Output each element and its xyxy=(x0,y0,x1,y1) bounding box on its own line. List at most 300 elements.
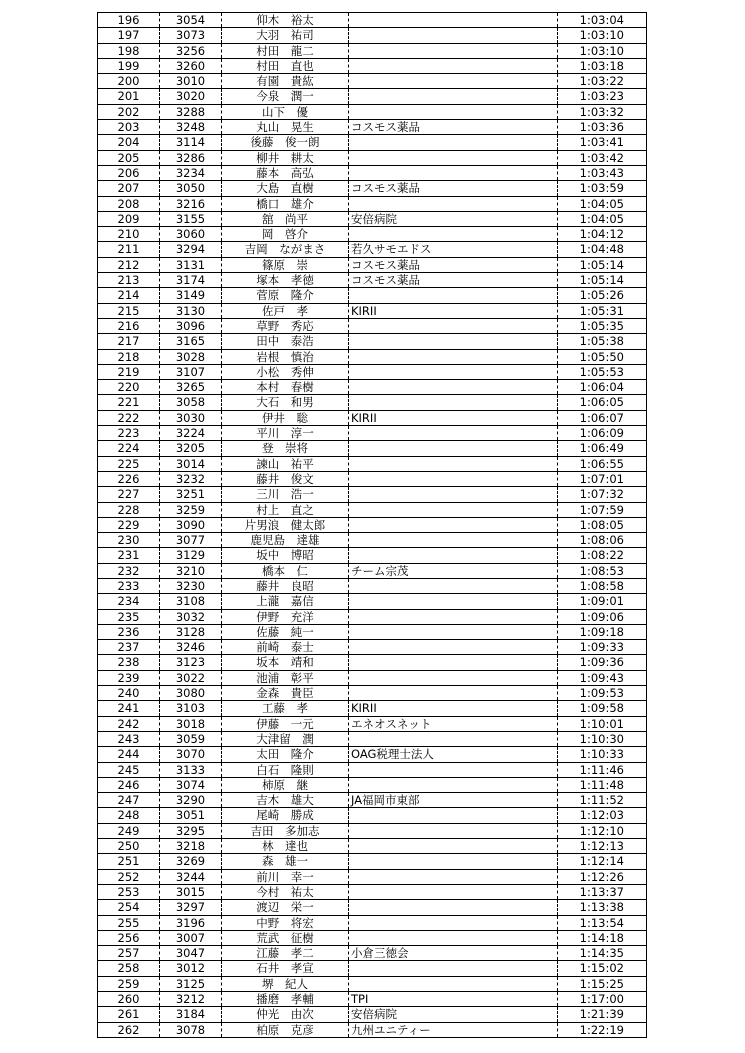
time-cell: 1:05:53 xyxy=(579,364,624,379)
rank-cell: 248 xyxy=(98,808,160,822)
rank-cell: 202 xyxy=(98,105,160,119)
bib-cell: 3205 xyxy=(160,441,222,455)
table-row xyxy=(98,807,646,822)
time-cell: 1:08:05 xyxy=(579,517,624,532)
name-cell: 橋口 雄介 xyxy=(222,197,349,211)
table-row xyxy=(98,838,646,853)
team-cell xyxy=(349,89,558,103)
time-cell: 1:04:05 xyxy=(579,211,624,226)
bib-cell: 3070 xyxy=(160,747,222,761)
name-cell: 伊野 充洋 xyxy=(222,610,349,624)
team-cell xyxy=(349,671,558,685)
name-cell: 前川 幸一 xyxy=(222,870,349,884)
table-row xyxy=(98,272,646,287)
time-cell: 1:21:39 xyxy=(579,1007,624,1022)
table-row xyxy=(98,517,646,532)
rank-cell: 208 xyxy=(98,197,160,211)
table-row xyxy=(98,88,646,103)
rank-cell: 260 xyxy=(98,992,160,1006)
time-cell: 1:03:41 xyxy=(579,135,624,150)
team-cell: 九州ユニティー xyxy=(349,1023,558,1037)
team-cell xyxy=(349,457,558,471)
bib-cell: 3260 xyxy=(160,59,222,73)
rank-cell: 211 xyxy=(98,242,160,256)
team-cell: 安倍病院 xyxy=(349,1007,558,1021)
table-row xyxy=(98,12,646,27)
team-cell: 小倉三徳会 xyxy=(349,946,558,960)
name-cell: 坂中 博昭 xyxy=(222,548,349,562)
bib-cell: 3297 xyxy=(160,900,222,914)
time-cell: 1:08:22 xyxy=(579,548,624,563)
name-cell: 諫山 祐平 xyxy=(222,457,349,471)
bib-cell: 3218 xyxy=(160,839,222,853)
rank-cell: 243 xyxy=(98,732,160,746)
team-cell xyxy=(349,334,558,348)
rank-cell: 197 xyxy=(98,28,160,42)
team-cell xyxy=(349,655,558,669)
team-cell xyxy=(349,839,558,853)
time-cell: 1:04:48 xyxy=(579,242,624,257)
time-cell: 1:12:13 xyxy=(579,839,624,854)
time-cell: 1:03:10 xyxy=(579,43,624,58)
team-cell xyxy=(349,900,558,914)
table-row xyxy=(98,899,646,914)
rank-cell: 239 xyxy=(98,671,160,685)
rank-cell: 259 xyxy=(98,977,160,991)
table-row xyxy=(98,700,646,715)
table-row xyxy=(98,593,646,608)
team-cell xyxy=(349,151,558,165)
time-cell: 1:05:14 xyxy=(579,273,624,288)
team-cell xyxy=(349,197,558,211)
time-cell: 1:11:48 xyxy=(579,777,624,792)
bib-cell: 3030 xyxy=(160,411,222,425)
name-cell: 村田 龍二 xyxy=(222,44,349,58)
time-cell: 1:11:52 xyxy=(579,793,624,808)
bib-cell: 3128 xyxy=(160,625,222,639)
rank-cell: 255 xyxy=(98,916,160,930)
team-cell xyxy=(349,166,558,180)
rank-cell: 203 xyxy=(98,120,160,134)
bib-cell: 3290 xyxy=(160,793,222,807)
name-cell: 佐藤 純一 xyxy=(222,625,349,639)
time-cell: 1:03:23 xyxy=(579,89,624,104)
time-cell: 1:03:18 xyxy=(579,58,624,73)
table-row xyxy=(98,287,646,302)
bib-cell: 3050 xyxy=(160,181,222,195)
time-cell: 1:10:33 xyxy=(579,747,624,762)
time-cell: 1:03:43 xyxy=(579,165,624,180)
time-cell: 1:03:59 xyxy=(579,181,624,196)
name-cell: 坂本 靖和 xyxy=(222,655,349,669)
team-cell: TPI xyxy=(349,992,558,1006)
bib-cell: 3123 xyxy=(160,655,222,669)
results-table xyxy=(97,12,647,1038)
bib-cell: 3103 xyxy=(160,701,222,715)
rank-cell: 219 xyxy=(98,365,160,379)
table-row xyxy=(98,486,646,501)
team-cell xyxy=(349,977,558,991)
name-cell: 林 達也 xyxy=(222,839,349,853)
rank-cell: 229 xyxy=(98,518,160,532)
bib-cell: 3058 xyxy=(160,395,222,409)
rank-cell: 240 xyxy=(98,686,160,700)
rank-cell: 225 xyxy=(98,457,160,471)
bib-cell: 3018 xyxy=(160,717,222,731)
team-cell xyxy=(349,365,558,379)
time-cell: 1:03:32 xyxy=(579,104,624,119)
table-row xyxy=(98,303,646,318)
name-cell: 伊井 聡 xyxy=(222,411,349,425)
time-cell: 1:13:37 xyxy=(579,884,624,899)
table-row xyxy=(98,379,646,394)
time-cell: 1:07:32 xyxy=(579,487,624,502)
team-cell xyxy=(349,594,558,608)
rank-cell: 234 xyxy=(98,594,160,608)
table-row xyxy=(98,563,646,578)
name-cell: 鹿児島 達雄 xyxy=(222,533,349,547)
time-cell: 1:12:26 xyxy=(579,869,624,884)
team-cell: 若久サモエドス xyxy=(349,242,558,256)
team-cell xyxy=(349,395,558,409)
table-row xyxy=(98,869,646,884)
time-cell: 1:04:12 xyxy=(579,227,624,242)
time-cell: 1:08:58 xyxy=(579,578,624,593)
team-cell xyxy=(349,579,558,593)
name-cell: 白石 隆則 xyxy=(222,763,349,777)
team-cell xyxy=(349,824,558,838)
table-row xyxy=(98,226,646,241)
table-row xyxy=(98,1022,646,1037)
rank-cell: 245 xyxy=(98,763,160,777)
name-cell: 大津留 潤 xyxy=(222,732,349,746)
rank-cell: 254 xyxy=(98,900,160,914)
name-cell: 田中 泰浩 xyxy=(222,334,349,348)
name-cell: 大島 直樹 xyxy=(222,181,349,195)
name-cell: 片男浪 健太郎 xyxy=(222,518,349,532)
rank-cell: 199 xyxy=(98,59,160,73)
rank-cell: 237 xyxy=(98,640,160,654)
time-cell: 1:06:49 xyxy=(579,441,624,456)
bib-cell: 3014 xyxy=(160,457,222,471)
rank-cell: 231 xyxy=(98,548,160,562)
name-cell: 藤井 俊文 xyxy=(222,472,349,486)
table-row xyxy=(98,624,646,639)
table-row xyxy=(98,211,646,226)
rank-cell: 204 xyxy=(98,135,160,149)
name-cell: 有園 貴紘 xyxy=(222,74,349,88)
table-row xyxy=(98,930,646,945)
name-cell: 登 崇将 xyxy=(222,441,349,455)
bib-cell: 3028 xyxy=(160,350,222,364)
rank-cell: 226 xyxy=(98,472,160,486)
rank-cell: 230 xyxy=(98,533,160,547)
table-row xyxy=(98,853,646,868)
time-cell: 1:12:03 xyxy=(579,808,624,823)
team-cell: コスモス薬品 xyxy=(349,258,558,272)
name-cell: 吉田 多加志 xyxy=(222,824,349,838)
team-cell xyxy=(349,426,558,440)
bib-cell: 3288 xyxy=(160,105,222,119)
bib-cell: 3234 xyxy=(160,166,222,180)
time-cell: 1:22:19 xyxy=(579,1022,624,1037)
name-cell: 平川 淳一 xyxy=(222,426,349,440)
name-cell: 三川 浩一 xyxy=(222,487,349,501)
name-cell: 菅原 隆介 xyxy=(222,288,349,302)
name-cell: 荒武 征樹 xyxy=(222,931,349,945)
rank-cell: 214 xyxy=(98,288,160,302)
name-cell: 岩根 慎治 xyxy=(222,350,349,364)
team-cell: チーム宗茂 xyxy=(349,564,558,578)
table-row xyxy=(98,792,646,807)
team-cell xyxy=(349,44,558,58)
bib-cell: 3108 xyxy=(160,594,222,608)
name-cell: 江藤 孝二 xyxy=(222,946,349,960)
bib-cell: 3149 xyxy=(160,288,222,302)
bib-cell: 3244 xyxy=(160,870,222,884)
rank-cell: 221 xyxy=(98,395,160,409)
bib-cell: 3074 xyxy=(160,778,222,792)
team-cell xyxy=(349,808,558,822)
bib-cell: 3294 xyxy=(160,242,222,256)
table-row xyxy=(98,134,646,149)
team-cell xyxy=(349,13,558,27)
bib-cell: 3216 xyxy=(160,197,222,211)
bib-cell: 3295 xyxy=(160,824,222,838)
team-cell xyxy=(349,854,558,868)
table-row xyxy=(98,547,646,562)
name-cell: 大石 和男 xyxy=(222,395,349,409)
rank-cell: 236 xyxy=(98,625,160,639)
time-cell: 1:09:18 xyxy=(579,624,624,639)
team-cell xyxy=(349,105,558,119)
bib-cell: 3096 xyxy=(160,319,222,333)
team-cell xyxy=(349,227,558,241)
table-row xyxy=(98,884,646,899)
table-row xyxy=(98,502,646,517)
rank-cell: 209 xyxy=(98,212,160,226)
table-row xyxy=(98,104,646,119)
rank-cell: 217 xyxy=(98,334,160,348)
time-cell: 1:03:36 xyxy=(579,120,624,135)
time-cell: 1:13:54 xyxy=(579,915,624,930)
table-row xyxy=(98,364,646,379)
table-row xyxy=(98,777,646,792)
team-cell: KIRII xyxy=(349,304,558,318)
table-row xyxy=(98,731,646,746)
bib-cell: 3286 xyxy=(160,151,222,165)
rank-cell: 238 xyxy=(98,655,160,669)
name-cell: 橋本 仁 xyxy=(222,564,349,578)
table-row xyxy=(98,456,646,471)
name-cell: 舘 尚平 xyxy=(222,212,349,226)
rank-cell: 201 xyxy=(98,89,160,103)
team-cell xyxy=(349,472,558,486)
name-cell: 池浦 彰平 xyxy=(222,671,349,685)
time-cell: 1:05:50 xyxy=(579,349,624,364)
bib-cell: 3054 xyxy=(160,13,222,27)
bib-cell: 3060 xyxy=(160,227,222,241)
table-row xyxy=(98,394,646,409)
rank-cell: 253 xyxy=(98,885,160,899)
name-cell: 中野 将宏 xyxy=(222,916,349,930)
rank-cell: 261 xyxy=(98,1007,160,1021)
table-row xyxy=(98,685,646,700)
time-cell: 1:05:38 xyxy=(579,334,624,349)
rank-cell: 215 xyxy=(98,304,160,318)
rank-cell: 252 xyxy=(98,870,160,884)
table-row xyxy=(98,960,646,975)
team-cell xyxy=(349,916,558,930)
name-cell: 村田 直也 xyxy=(222,59,349,73)
team-cell xyxy=(349,732,558,746)
table-row xyxy=(98,578,646,593)
table-row xyxy=(98,609,646,624)
rank-cell: 227 xyxy=(98,487,160,501)
time-cell: 1:04:05 xyxy=(579,196,624,211)
table-row xyxy=(98,991,646,1006)
team-cell: コスモス薬品 xyxy=(349,120,558,134)
rank-cell: 200 xyxy=(98,74,160,88)
team-cell xyxy=(349,548,558,562)
name-cell: 仰木 裕太 xyxy=(222,13,349,27)
time-cell: 1:10:30 xyxy=(579,731,624,746)
table-row xyxy=(98,823,646,838)
name-cell: 柏原 克彦 xyxy=(222,1023,349,1037)
rank-cell: 232 xyxy=(98,564,160,578)
name-cell: 森 雄一 xyxy=(222,854,349,868)
bib-cell: 3265 xyxy=(160,380,222,394)
name-cell: 小松 秀伸 xyxy=(222,365,349,379)
table-row xyxy=(98,241,646,256)
time-cell: 1:06:09 xyxy=(579,426,624,441)
bib-cell: 3165 xyxy=(160,334,222,348)
time-cell: 1:07:59 xyxy=(579,502,624,517)
bib-cell: 3251 xyxy=(160,487,222,501)
team-cell xyxy=(349,503,558,517)
rank-cell: 207 xyxy=(98,181,160,195)
rank-cell: 213 xyxy=(98,273,160,287)
bib-cell: 3022 xyxy=(160,671,222,685)
table-row xyxy=(98,58,646,73)
table-row xyxy=(98,43,646,58)
name-cell: 金森 貴臣 xyxy=(222,686,349,700)
table-row xyxy=(98,165,646,180)
name-cell: 前崎 泰士 xyxy=(222,640,349,654)
bib-cell: 3196 xyxy=(160,916,222,930)
time-cell: 1:07:01 xyxy=(579,471,624,486)
team-cell xyxy=(349,288,558,302)
bib-cell: 3133 xyxy=(160,763,222,777)
team-cell xyxy=(349,380,558,394)
bib-cell: 3047 xyxy=(160,946,222,960)
time-cell: 1:09:06 xyxy=(579,609,624,624)
rank-cell: 235 xyxy=(98,610,160,624)
team-cell xyxy=(349,59,558,73)
rank-cell: 247 xyxy=(98,793,160,807)
time-cell: 1:09:58 xyxy=(579,701,624,716)
name-cell: 上瀧 嘉信 xyxy=(222,594,349,608)
time-cell: 1:15:25 xyxy=(579,976,624,991)
bib-cell: 3010 xyxy=(160,74,222,88)
bib-cell: 3020 xyxy=(160,89,222,103)
name-cell: 工藤 孝 xyxy=(222,701,349,715)
table-row xyxy=(98,150,646,165)
rank-cell: 222 xyxy=(98,411,160,425)
name-cell: 仲光 由次 xyxy=(222,1007,349,1021)
bib-cell: 3224 xyxy=(160,426,222,440)
bib-cell: 3012 xyxy=(160,961,222,975)
bib-cell: 3077 xyxy=(160,533,222,547)
rank-cell: 205 xyxy=(98,151,160,165)
bib-cell: 3007 xyxy=(160,931,222,945)
bib-cell: 3230 xyxy=(160,579,222,593)
time-cell: 1:05:31 xyxy=(579,303,624,318)
time-cell: 1:06:05 xyxy=(579,395,624,410)
table-row xyxy=(98,318,646,333)
bib-cell: 3155 xyxy=(160,212,222,226)
table-row xyxy=(98,762,646,777)
name-cell: 播磨 孝輔 xyxy=(222,992,349,1006)
name-cell: 吉木 雄大 xyxy=(222,793,349,807)
rank-cell: 249 xyxy=(98,824,160,838)
bib-cell: 3256 xyxy=(160,44,222,58)
team-cell: JA福岡市東部 xyxy=(349,793,558,807)
time-cell: 1:05:26 xyxy=(579,288,624,303)
name-cell: 岡 啓介 xyxy=(222,227,349,241)
bib-cell: 3032 xyxy=(160,610,222,624)
time-cell: 1:17:00 xyxy=(579,992,624,1006)
bib-cell: 3259 xyxy=(160,503,222,517)
team-cell xyxy=(349,870,558,884)
name-cell: 草野 秀応 xyxy=(222,319,349,333)
bib-cell: 3174 xyxy=(160,273,222,287)
table-row xyxy=(98,180,646,195)
team-cell: KIRII xyxy=(349,701,558,715)
bib-cell: 3051 xyxy=(160,808,222,822)
rank-cell: 241 xyxy=(98,701,160,715)
table-row xyxy=(98,440,646,455)
name-cell: 柳井 耕太 xyxy=(222,151,349,165)
time-cell: 1:09:33 xyxy=(579,640,624,655)
team-cell xyxy=(349,885,558,899)
table-row xyxy=(98,639,646,654)
team-cell: 安倍病院 xyxy=(349,212,558,226)
bib-cell: 3212 xyxy=(160,992,222,1006)
rank-cell: 251 xyxy=(98,854,160,868)
name-cell: 後藤 俊一朗 xyxy=(222,135,349,149)
name-cell: 丸山 晃生 xyxy=(222,120,349,134)
rank-cell: 198 xyxy=(98,44,160,58)
name-cell: 佐戸 孝 xyxy=(222,304,349,318)
team-cell xyxy=(349,961,558,975)
bib-cell: 3080 xyxy=(160,686,222,700)
team-cell xyxy=(349,763,558,777)
team-cell xyxy=(349,441,558,455)
bib-cell: 3114 xyxy=(160,135,222,149)
time-cell: 1:05:14 xyxy=(579,257,624,272)
table-row xyxy=(98,471,646,486)
time-cell: 1:05:35 xyxy=(579,318,624,333)
time-cell: 1:09:36 xyxy=(579,655,624,670)
team-cell: エネオスネット xyxy=(349,717,558,731)
table-row xyxy=(98,410,646,425)
team-cell xyxy=(349,28,558,42)
name-cell: 大羽 祐司 xyxy=(222,28,349,42)
time-cell: 1:03:04 xyxy=(579,13,624,27)
table-row xyxy=(98,349,646,364)
name-cell: 村上 直之 xyxy=(222,503,349,517)
